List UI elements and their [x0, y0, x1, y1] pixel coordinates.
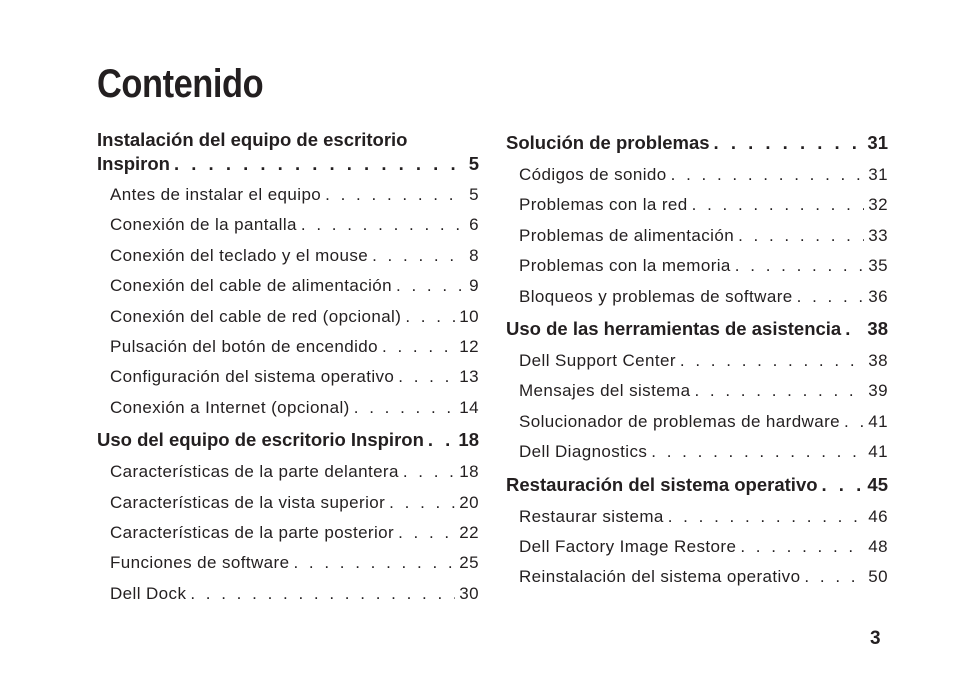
entry-page-number: 12: [459, 336, 479, 356]
dot-leader: [389, 488, 455, 518]
entry-page-number: 38: [868, 350, 888, 370]
section-title: Restauración del sistema operativo: [506, 473, 818, 495]
dot-leader: [428, 423, 455, 457]
entry-label: Características de la vista superior: [110, 492, 386, 512]
entry-label: Funciones de software: [110, 553, 290, 573]
dot-leader: [680, 346, 864, 376]
toc-entry[interactable]: [506, 532, 888, 562]
section-title-line2: Inspiron: [97, 153, 170, 174]
entry-page-number: 35: [868, 256, 888, 276]
dot-leader: [740, 532, 864, 562]
dot-leader: [692, 190, 865, 220]
dot-leader: [694, 376, 864, 406]
toc-entry[interactable]: [506, 282, 888, 312]
entry-label: Conexión de la pantalla: [110, 215, 297, 235]
entry-label: Conexión del cable de alimentación: [110, 276, 392, 296]
dot-leader: [668, 502, 865, 532]
dot-leader: [396, 271, 465, 301]
entry-page-number: 9: [469, 276, 479, 296]
dot-leader: [671, 160, 865, 190]
dot-leader: [403, 457, 455, 487]
entry-label: Dell Support Center: [519, 350, 676, 370]
entry-page-number: 39: [868, 381, 888, 401]
section-page-number: 45: [867, 473, 888, 495]
section-page-number: 5: [468, 153, 479, 174]
entry-page-number: 36: [868, 286, 888, 306]
toc-entry[interactable]: [97, 180, 479, 210]
toc-right-column: [506, 126, 888, 593]
toc-entry[interactable]: [506, 437, 888, 467]
toc-entry[interactable]: [97, 457, 479, 487]
dot-leader: [190, 579, 455, 609]
entry-page-number: 8: [469, 245, 479, 265]
dot-leader: [372, 241, 465, 271]
entry-label: Dell Factory Image Restore: [519, 536, 737, 556]
entry-label: Conexión a Internet (opcional): [110, 397, 350, 417]
entry-page-number: 41: [868, 442, 888, 462]
entry-page-number: 46: [868, 506, 888, 526]
dot-leader: [797, 282, 865, 312]
toc-entry[interactable]: [97, 271, 479, 301]
dot-leader: [354, 393, 456, 423]
dot-leader: [844, 407, 864, 437]
entry-page-number: 14: [459, 397, 479, 417]
entry-label: Problemas de alimentación: [519, 225, 735, 245]
entry-page-number: 6: [469, 215, 479, 235]
toc-section-heading[interactable]: [506, 312, 888, 346]
section-title: Uso de las herramientas de asistencia: [506, 317, 842, 339]
toc-entry[interactable]: [506, 376, 888, 406]
entry-page-number: 32: [868, 195, 888, 215]
entry-label: Solucionador de problemas de hardware: [519, 411, 840, 431]
dot-leader: [398, 518, 455, 548]
page-number: 3: [870, 628, 881, 649]
entry-page-number: 41: [868, 411, 888, 431]
dot-leader: [822, 468, 864, 502]
entry-label: Conexión del teclado y el mouse: [110, 245, 369, 265]
toc-entry[interactable]: [97, 302, 479, 332]
dot-leader: [398, 362, 455, 392]
toc-entry[interactable]: [97, 393, 479, 423]
entry-page-number: 30: [459, 583, 479, 603]
toc-section-heading[interactable]: [506, 468, 888, 502]
entry-label: Mensajes del sistema: [519, 381, 691, 401]
entry-page-number: 25: [459, 553, 479, 573]
section-title: Solución de problemas: [506, 132, 710, 153]
section-page-number: 18: [458, 429, 479, 451]
dot-leader: [738, 221, 864, 251]
entry-label: Códigos de sonido: [519, 165, 667, 184]
dot-leader: [651, 437, 864, 467]
toc-entry[interactable]: [506, 502, 888, 532]
dot-leader: [382, 332, 455, 362]
entry-label: Bloqueos y problemas de software: [519, 286, 793, 306]
toc-entry[interactable]: [506, 251, 888, 281]
entry-label: Características de la parte delantera: [110, 462, 399, 482]
dot-leader: [174, 152, 457, 176]
entry-label: Dell Diagnostics: [519, 442, 648, 462]
toc-entry[interactable]: [506, 562, 888, 592]
toc-entry[interactable]: [97, 241, 479, 271]
entry-label: Problemas con la memoria: [519, 256, 731, 276]
dot-leader: [735, 251, 864, 281]
toc-section-heading[interactable]: [97, 423, 479, 457]
dot-leader: [714, 126, 864, 160]
entry-label: Problemas con la red: [519, 195, 688, 215]
entry-page-number: 5: [469, 185, 479, 204]
toc-entry[interactable]: [97, 579, 479, 609]
toc-section-heading[interactable]: [97, 126, 479, 180]
entry-page-number: 33: [868, 225, 888, 245]
toc-entry[interactable]: [506, 160, 888, 190]
toc-entry[interactable]: [506, 407, 888, 437]
entry-label: Conexión del cable de red (opcional): [110, 306, 402, 326]
section-page-number: 38: [867, 317, 888, 339]
toc-entry[interactable]: [97, 548, 479, 578]
entry-page-number: 13: [459, 367, 479, 387]
dot-leader: [293, 548, 455, 578]
toc-entry[interactable]: [97, 210, 479, 240]
entry-label: Antes de instalar el equipo: [110, 185, 322, 204]
page-title: Contenido: [97, 62, 264, 106]
dot-leader: [301, 210, 465, 240]
toc-section-heading[interactable]: [506, 126, 888, 160]
entry-page-number: 20: [459, 492, 479, 512]
dot-leader: [405, 302, 455, 332]
toc-entry[interactable]: [97, 488, 479, 518]
section-page-number: 31: [867, 132, 888, 153]
toc-entry[interactable]: [97, 518, 479, 548]
toc-left-column: [97, 126, 479, 609]
section-title: Uso del equipo de escritorio Inspiron: [97, 429, 424, 451]
dot-leader: [804, 562, 864, 592]
dot-leader: [325, 180, 465, 210]
entry-label: Restaurar sistema: [519, 506, 664, 526]
entry-label: Reinstalación del sistema operativo: [519, 567, 801, 587]
entry-label: Pulsación del botón de encendido: [110, 336, 378, 356]
entry-page-number: 22: [459, 522, 479, 542]
toc-entry[interactable]: [97, 332, 479, 362]
dot-leader: [845, 312, 863, 346]
entry-page-number: 48: [868, 536, 888, 556]
entry-label: Configuración del sistema operativo: [110, 367, 395, 387]
entry-page-number: 31: [868, 165, 888, 184]
entry-page-number: 18: [459, 462, 479, 482]
toc-entry[interactable]: [506, 346, 888, 376]
toc-entry[interactable]: [506, 190, 888, 220]
section-title-line1: Instalación del equipo de escritorio: [97, 129, 408, 150]
entry-label: Dell Dock: [110, 583, 187, 603]
entry-page-number: 10: [459, 306, 479, 326]
toc-entry[interactable]: [506, 221, 888, 251]
toc-entry[interactable]: [97, 362, 479, 392]
entry-label: Características de la parte posterior: [110, 522, 395, 542]
entry-page-number: 50: [868, 567, 888, 587]
